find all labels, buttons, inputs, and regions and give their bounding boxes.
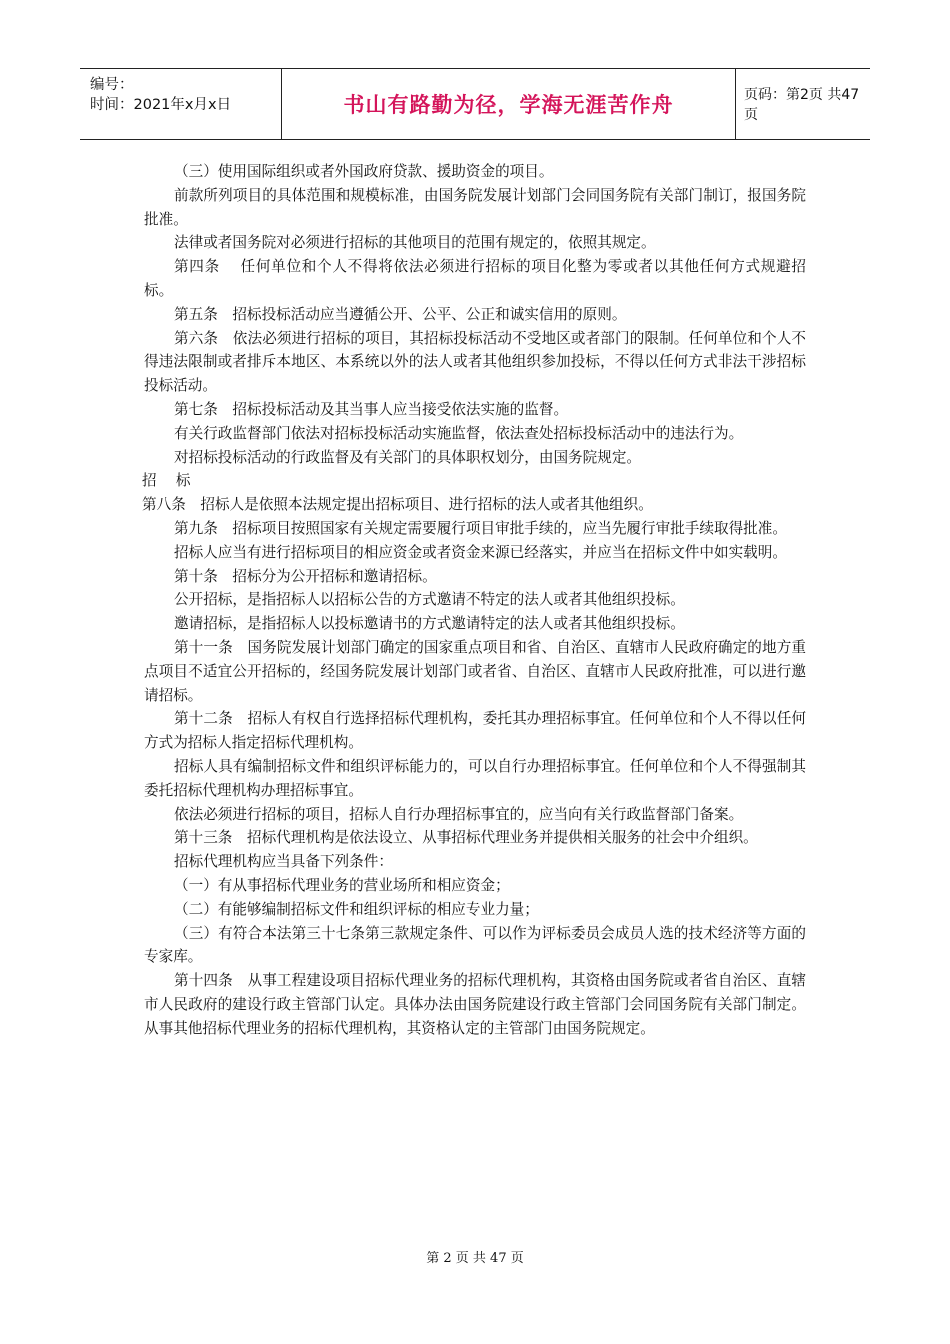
- section-heading: 招 标: [142, 472, 191, 490]
- paragraph: 有关行政监督部门依法对招标投标活动实施监督，依法查处招标投标活动中的违法行为。: [174, 424, 744, 442]
- paragraph: 招标人应当有进行招标项目的相应资金或者资金来源已经落实，并应当在招标文件中如实载明。: [174, 543, 787, 561]
- paragraph: 第六条 依法必须进行招标的项目，其招标投标活动不受地区或者部门的限制。任何单位和个人不得违法限制或者排斥本地区、本系统以外的法人或者其他组织参加投标，不得以任何方式非法干涉招标投标活动。: [144, 329, 806, 395]
- paragraph: （三）使用国际组织或者外国政府贷款、援助资金的项目。: [174, 163, 554, 180]
- paragraph: 法律或者国务院对必须进行招标的其他项目的范围有规定的，依照其规定。: [174, 234, 656, 252]
- document-date-label: 时间：2021年x月x日: [90, 97, 232, 113]
- header-meta: [80, 69, 282, 139]
- paragraph: 第十三条 招标代理机构是依法设立、从事招标代理业务并提供相关服务的社会中介组织。: [174, 829, 758, 847]
- paragraph: （二）有能够编制招标文件和组织评标的相应专业力量；: [174, 900, 539, 918]
- header-motto: 书山有路勤为径，学海无涯苦作舟: [282, 69, 736, 139]
- paragraph: 第十一条 国务院发展计划部门确定的国家重点项目和省、自治区、直辖市人民政府确定的地方重点项目不适宜公开招标的，经国务院发展计划部门或者省、自治区、直辖市人民政府批准，可以进行邀请招标。: [144, 638, 806, 704]
- page-header: [80, 68, 870, 140]
- paragraph: 招标人具有编制招标文件和组织评标能力的，可以自行办理招标事宜。任何单位和个人不得强制其委托招标代理机构办理招标事宜。: [144, 757, 806, 799]
- paragraph: 第九条 招标项目按照国家有关规定需要履行项目审批手续的，应当先履行审批手续取得批准。: [174, 519, 787, 537]
- paragraph: 第七条 招标投标活动及其当事人应当接受依法实施的监督。: [174, 400, 569, 418]
- header-page-number: 页码：第2页 共47页: [744, 87, 860, 123]
- paragraph: （三）有符合本法第三十七条第三款规定条件、可以作为评标委员会成员人选的技术经济等方面的专家库。: [144, 924, 806, 966]
- page-footer: 第 2 页 共 47 页: [426, 1251, 524, 1266]
- paragraph: 第十条 招标分为公开招标和邀请招标。: [174, 567, 437, 585]
- paragraph: 第八条 招标人是依照本法规定提出招标项目、进行招标的法人或者其他组织。: [142, 496, 653, 514]
- paragraph: 第十二条 招标人有权自行选择招标代理机构，委托其办理招标事宜。任何单位和个人不得以任何方式为招标人指定招标代理机构。: [144, 710, 806, 752]
- paragraph: 依法必须进行招标的项目，招标人自行办理招标事宜的，应当向有关行政监督部门备案。: [174, 805, 744, 823]
- paragraph: 招标代理机构应当具备下列条件：: [174, 853, 393, 871]
- paragraph: 第四条 任何单位和个人不得将依法必须进行招标的项目化整为零或者以其他任何方式规避招标。: [144, 258, 806, 299]
- paragraph: （一）有从事招标代理业务的营业场所和相应资金；: [174, 876, 510, 894]
- paragraph: 第十四条 从事工程建设项目招标代理业务的招标代理机构，其资格由国务院或者省自治区、直辖市人民政府的建设行政主管部门认定。具体办法由国务院建设行政主管部门会同国务院有关部门制定。从事其他招标代理业务的招标代理机构，其资格认定的主管部门由国务院规定。: [144, 972, 806, 1037]
- paragraph: 公开招标，是指招标人以招标公告的方式邀请不特定的法人或者其他组织投标。: [174, 591, 685, 609]
- paragraph: 对招标投标活动的行政监督及有关部门的具体职权划分，由国务院规定。: [174, 448, 642, 466]
- paragraph: 第五条 招标投标活动应当遵循公开、公平、公正和诚实信用的原则。: [174, 305, 627, 323]
- document-number-label: 编号：: [90, 77, 134, 93]
- paragraph: 邀请招标，是指招标人以投标邀请书的方式邀请特定的法人或者其他组织投标。: [174, 615, 685, 633]
- document-body: [144, 160, 806, 1040]
- paragraph: 前款所列项目的具体范围和规模标准，由国务院发展计划部门会同国务院有关部门制订，报国务院批准。: [144, 186, 806, 228]
